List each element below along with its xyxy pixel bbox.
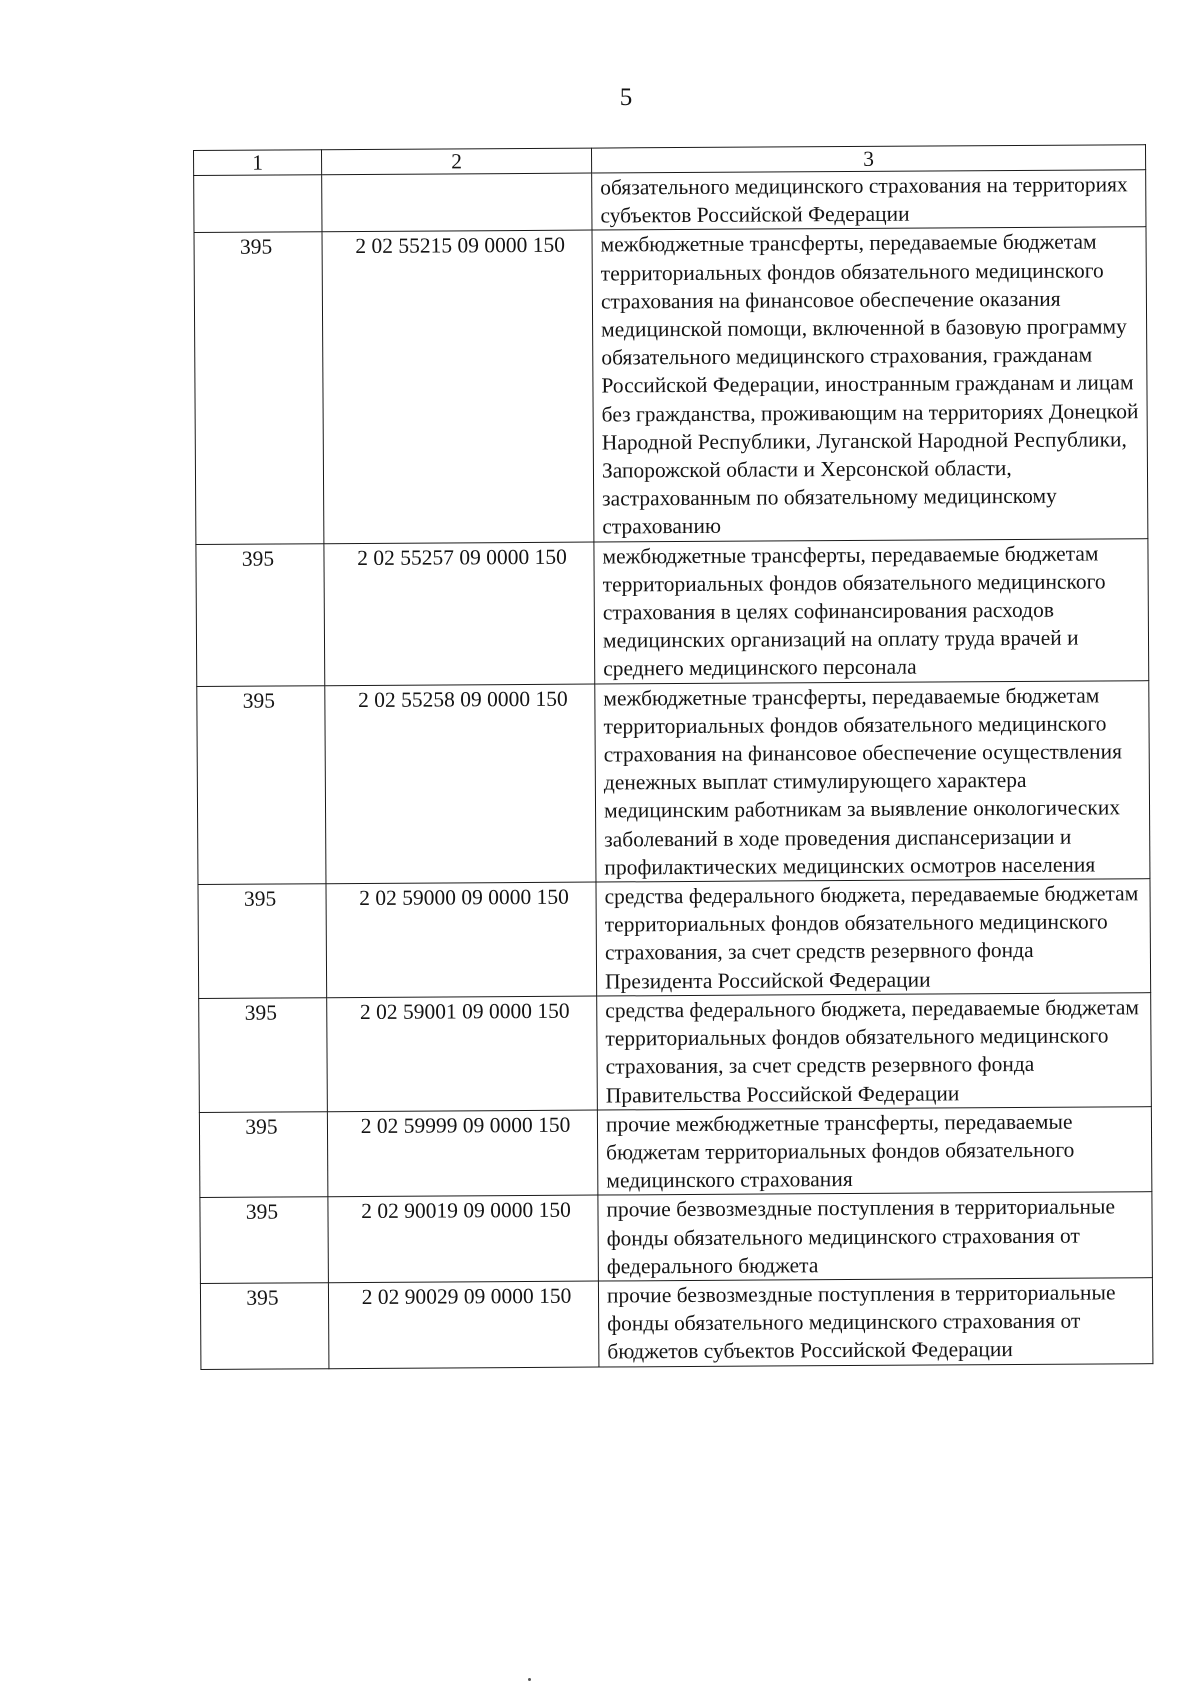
admin-code-cell: 395: [199, 1111, 328, 1197]
admin-code-cell: 395: [197, 685, 326, 884]
table-row: [198, 879, 1151, 999]
table-row: [200, 1278, 1153, 1369]
description-cell: средства федерального бюджета, передаваемые бюджетам территориальных фондов обязательного медицинского страхования, за счет средств резервного фонда Правительства Российской Федерации: [597, 993, 1152, 1110]
table-row: [199, 1106, 1152, 1197]
column-header-2: 2: [322, 148, 592, 175]
description-cell: прочие межбюджетные трансферты, передаваемые бюджетам территориальных фондов обязательного медицинского страхования: [597, 1106, 1152, 1195]
column-header-3: 3: [591, 145, 1145, 173]
description-cell: прочие безвозмездные поступления в территориальные фонды обязательного медицинского страхования от бюджетов субъектов Российской Федерации: [598, 1278, 1153, 1367]
table-row: [199, 993, 1152, 1113]
table-row: [197, 680, 1150, 884]
description-cell: межбюджетные трансферты, передаваемые бюджетам территориальных фондов обязательного медицинского страхования на финансовое обеспечение оказания медицинской помощи, включенной в базовую программу обязательного медицинского страхования, гражданам Российской Федерации, иностранным гражданам и лицам без гражданства, проживающим на территориях Донецкой Народной Республики, Луганской Народной Республики, Запорожской области и Херсонской области, застрахованным по обязательному медицинскому страхованию: [592, 227, 1148, 542]
description-cell: межбюджетные трансферты, передаваемые бюджетам территориальных фондов обязательного медицинского страхования в целях софинансирования расходов медицинских организаций на оплату труда врачей и среднего медицинского персонала: [594, 538, 1149, 683]
budget-code-cell: [322, 173, 592, 232]
admin-code-cell: 395: [196, 543, 325, 686]
description-cell: прочие безвозмездные поступления в территориальные фонды обязательного медицинского страхования от федерального бюджета: [598, 1192, 1153, 1281]
budget-code-cell: 2 02 59001 09 0000 150: [327, 996, 598, 1111]
document-sheet: [193, 144, 1152, 1369]
budget-code-cell: 2 02 55215 09 0000 150: [322, 230, 594, 543]
budget-code-cell: 2 02 59000 09 0000 150: [326, 882, 597, 997]
admin-code-cell: 395: [198, 884, 327, 999]
admin-code-cell: 395: [194, 232, 324, 544]
column-header-1: 1: [194, 150, 322, 176]
budget-code-cell: 2 02 55257 09 0000 150: [324, 542, 595, 686]
table-row: [194, 170, 1146, 233]
budget-code-cell: 2 02 90029 09 0000 150: [328, 1281, 599, 1368]
scan-dot-mark: [528, 1678, 531, 1681]
admin-code-cell: 395: [200, 1197, 329, 1283]
description-cell: обязательного медицинского страхования на территориях субъектов Российской Федерации: [592, 170, 1146, 231]
page-number: 5: [619, 84, 633, 111]
revenue-codes-table: [193, 144, 1153, 1369]
budget-code-cell: 2 02 59999 09 0000 150: [327, 1110, 598, 1197]
budget-code-cell: 2 02 55258 09 0000 150: [325, 684, 596, 884]
table-row: [200, 1192, 1153, 1283]
admin-code-cell: 395: [200, 1283, 329, 1369]
budget-code-cell: 2 02 90019 09 0000 150: [328, 1195, 599, 1282]
table-row: [196, 538, 1149, 686]
table-row: [194, 227, 1148, 544]
description-cell: межбюджетные трансферты, передаваемые бюджетам территориальных фондов обязательного медицинского страхования на финансовое обеспечение осуществления денежных выплат стимулирующего характера медицинским работникам за выявление онкологических заболеваний в ходе проведения диспансеризации и профилактических медицинских осмотров населения: [595, 680, 1150, 882]
admin-code-cell: [194, 175, 322, 233]
admin-code-cell: 395: [199, 998, 328, 1113]
description-cell: средства федерального бюджета, передаваемые бюджетам территориальных фондов обязательного медицинского страхования, за счет средств резервного фонда Президента Российской Федерации: [596, 879, 1151, 996]
